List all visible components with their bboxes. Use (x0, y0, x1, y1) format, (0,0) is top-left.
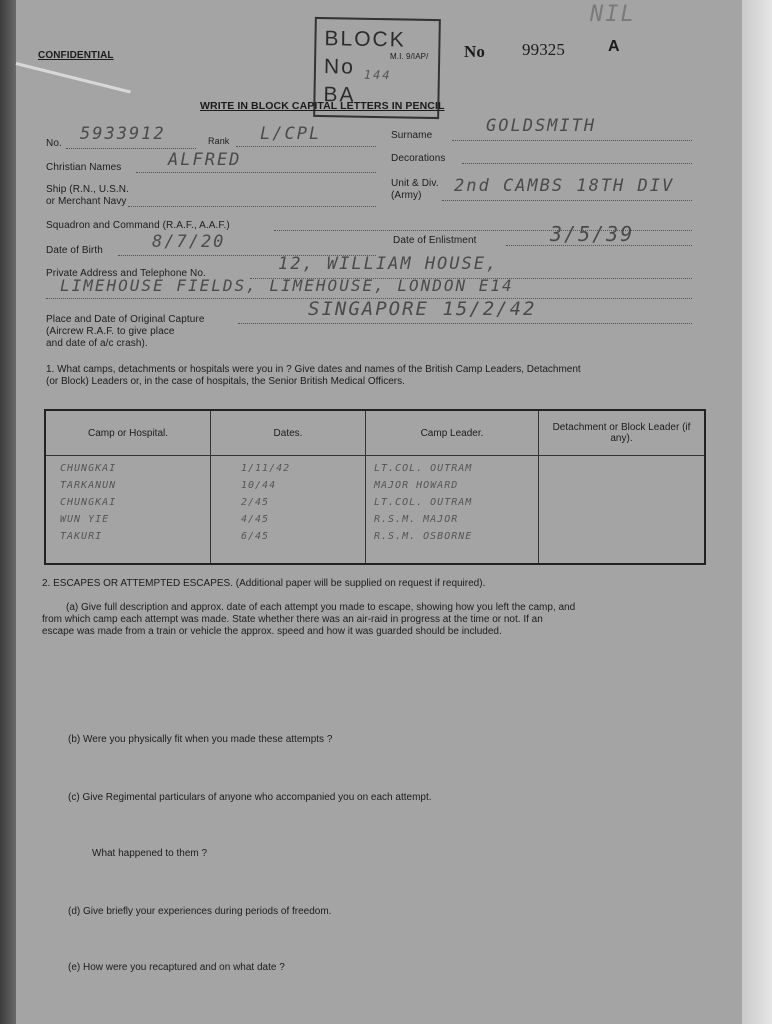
date-cell: 10/44 (241, 480, 277, 491)
stamp-note: 144 (363, 67, 392, 83)
no-value: 5933912 (80, 124, 166, 144)
address-value-2: LIMEHOUSE FIELDS, LIMEHOUSE, LONDON E14 (60, 276, 514, 295)
unit-label-1: Unit & Div. (391, 178, 439, 189)
capture-label-2: (Aircrew R.A.F. to give place (46, 326, 175, 337)
capture-label-1: Place and Date of Original Capture (46, 314, 205, 325)
form-sheet (16, 0, 742, 1024)
date-cell: 1/11/42 (241, 463, 291, 474)
enlistment-value: 3/5/39 (550, 222, 635, 246)
form-code: M.I. 9/IAP/ (390, 52, 429, 61)
dates-column (211, 456, 366, 565)
q2-title: 2. ESCAPES OR ATTEMPTED ESCAPES. (Additional paper will be supplied on request if required). (42, 578, 486, 589)
dob-value: 8/7/20 (152, 232, 226, 252)
camp-cell: TARKANUN (60, 480, 117, 491)
q2-a-line-3: escape was made from a train or vehicle the approx. speed and how it was guarded should be included. (42, 626, 502, 637)
no-label: No. (46, 138, 62, 149)
q2-e: (e) How were you recaptured and on what date ? (68, 962, 285, 973)
unit-value: 2nd CAMBS 18TH DIV (454, 176, 675, 196)
detachment-column (539, 456, 706, 565)
camp-cell: CHUNGKAI (60, 497, 117, 508)
q1-text-1: 1. What camps, detachments or hospitals were you in ? Give dates and names of the British Camp Leaders, Detachment (46, 364, 581, 375)
enlistment-label: Date of Enlistment (393, 235, 477, 246)
confidential-mark: CONFIDENTIAL (38, 50, 114, 61)
q2-b: (b) Were you physically fit when you made these attempts ? (68, 734, 333, 745)
address-value-1: 12, WILLIAM HOUSE, (278, 254, 499, 274)
leader-cell: MAJOR HOWARD (374, 480, 459, 491)
q2-a-line-2: from which camp each attempt was made. State whether there was an air-raid in progress at the time or not. If an (42, 614, 543, 625)
form-suffix: A (608, 38, 620, 55)
surname-label: Surname (391, 130, 433, 141)
capture-value: SINGAPORE 15/2/42 (308, 298, 537, 320)
stamp-line-3: BA (323, 83, 356, 107)
q2-a-line-1: (a) Give full description and approx. date of each attempt you made to escape, showing how you left the camp, and (66, 602, 576, 613)
ship-label-2: or Merchant Navy (46, 196, 127, 207)
rank-label: Rank (208, 136, 230, 146)
header-dates: Dates. (211, 410, 366, 456)
leader-cell: LT.COL. OUTRAM (374, 463, 473, 474)
header-camp-leader: Camp Leader. (366, 410, 539, 456)
leader-cell: R.S.M. OSBORNE (374, 531, 473, 542)
squadron-label: Squadron and Command (R.A.F., A.A.F.) (46, 220, 230, 231)
stamp-line-2: No (323, 55, 356, 79)
date-cell: 4/45 (241, 514, 270, 525)
camps-table (44, 409, 706, 565)
leader-column (366, 456, 539, 565)
address-label: Private Address and Telephone No. (46, 268, 206, 279)
header-camp: Camp or Hospital. (45, 410, 211, 456)
leader-cell: R.S.M. MAJOR (374, 514, 459, 525)
stamp-line-1: BLOCK (324, 27, 406, 52)
corner-note: NIL (590, 2, 636, 27)
camp-cell: CHUNGKAI (60, 463, 117, 474)
q2-d: (d) Give briefly your experiences during periods of freedom. (68, 906, 332, 917)
q2-c-followup: What happened to them ? (92, 848, 208, 859)
christian-names-value: ALFRED (168, 150, 242, 170)
camp-cell: TAKURI (60, 531, 103, 542)
decorations-label: Decorations (391, 153, 446, 164)
q1-text-2: (or Block) Leaders or, in the case of hospitals, the Senior British Medical Officers. (46, 376, 405, 387)
unit-label-2: (Army) (391, 190, 422, 201)
binding-string (16, 62, 131, 93)
date-cell: 2/45 (241, 497, 270, 508)
camp-column (45, 456, 211, 565)
ship-label-1: Ship (R.N., U.S.N. (46, 184, 129, 195)
date-cell: 6/45 (241, 531, 270, 542)
leader-cell: LT.COL. OUTRAM (374, 497, 473, 508)
capture-label-3: and date of a/c crash). (46, 338, 148, 349)
number-label: No (464, 42, 485, 61)
christian-names-label: Christian Names (46, 162, 122, 173)
surname-value: GOLDSMITH (486, 116, 597, 136)
dob-label: Date of Birth (46, 245, 103, 256)
q2-c: (c) Give Regimental particulars of anyone who accompanied you on each attempt. (68, 792, 432, 803)
form-number: 99325 (522, 40, 565, 59)
instruction-heading: WRITE IN BLOCK CAPITAL LETTERS IN PENCIL (200, 100, 445, 112)
header-detachment-leader: Detachment or Block Leader (if any). (539, 410, 706, 456)
camp-cell: WUN YIE (60, 514, 110, 525)
rank-value: L/CPL (260, 124, 322, 144)
